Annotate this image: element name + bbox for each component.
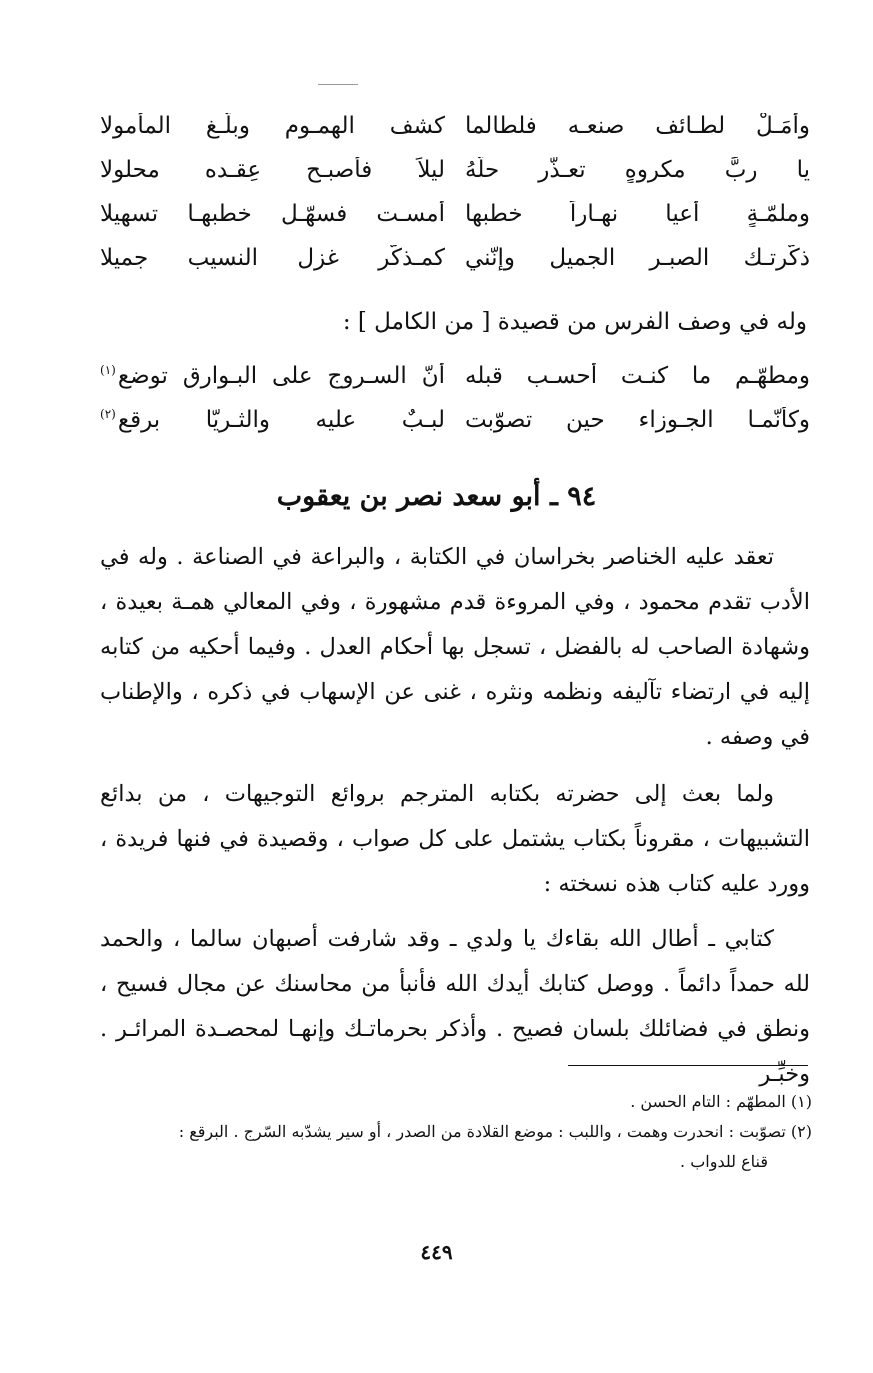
- top-rule: [318, 84, 358, 85]
- first-hemistich: ومطهّـم ما كنـت أحسـب قبله: [465, 363, 810, 389]
- second-hemistich: كمـذكّرٍ غزل النسيب جميلا: [100, 245, 445, 271]
- footnote-marker: (١): [100, 363, 116, 378]
- footnote-2: (٢) تصوّبت : انحدرت وهمت ، واللبب : موضع القلادة من الصدر ، أو سير يشدّبه السّرج . البرقع :: [178, 1122, 812, 1141]
- first-hemistich: يا ربَّ مكروهٍ تعـذّر حلُّهُ: [465, 157, 810, 183]
- paragraph-text: ولما بعث إلى حضرته بكتابه المترجم بروائع التوجيهات ، من بدائع التشبيهات ، مقروناً بكتاب يشتمل على كل صواب ، وقصيدة في فنها فريدة ، وورد عليه كتاب هذه نسخته :: [100, 781, 810, 897]
- body-paragraph: [100, 535, 810, 760]
- body-paragraph: [100, 917, 810, 1097]
- first-hemistich: وكأنّمـا الجـوزاء حين تصوّبت: [465, 407, 810, 433]
- poem-block-1: [100, 104, 810, 280]
- body-paragraph: [100, 772, 810, 907]
- second-hemistich: [100, 407, 445, 433]
- second-hemistich: ليلاً فأصبـح عِقـده محلولا: [100, 157, 445, 183]
- second-hemistich: [100, 363, 445, 389]
- first-hemistich: وأمَـلْ لطـائف صنعـه فلطالما: [465, 113, 810, 139]
- hemistich-text: أنّ السـروج على البـوارق توضع: [117, 363, 445, 389]
- paragraph-text: كتابي ـ أطال الله بقاءك يا ولدي ـ وقد شارفت أصبهان سالما ، والحمد لله حمداً دائماً . ووصل كتابك أيدك الله فأنبأ من محاسنك عن مجال فسيح ، ونطق في فضائلك بلسان فصيح . وأذكر بحرماتـك وإنهـا لمحصـدة المرائـر . وخبِّـر: [100, 926, 810, 1087]
- second-hemistich: أمسـت فسهّـل خطبهـا تسهيلا: [100, 201, 445, 227]
- verse-line: [100, 236, 810, 280]
- footnote-separator: [568, 1065, 808, 1066]
- poem-intro: وله في وصف الفرس من قصيدة [ من الكامل ] :: [342, 309, 807, 335]
- poem-block-2: [100, 354, 810, 442]
- footnote-2-continuation: قناع للدواب .: [680, 1152, 768, 1171]
- verse-line: [100, 104, 810, 148]
- footnote-1: (١) المطهّم : التام الحسن .: [630, 1092, 812, 1111]
- verse-line: [100, 192, 810, 236]
- footnotes: [90, 1088, 812, 1176]
- hemistich-text: لبـبٌ عليه والثـريّا برقع: [117, 407, 445, 433]
- verse-line: [100, 398, 810, 442]
- second-hemistich: كشف الهمـوم وبلّـغ المأمولا: [100, 113, 445, 139]
- first-hemistich: ذكّرتـك الصبـر الجميل وإنّني: [465, 245, 810, 271]
- first-hemistich: وملمّـةٍ أعيا نهـاراً خطبها: [465, 201, 810, 227]
- section-heading: ٩٤ ـ أبو سعد نصر بن يعقوب: [276, 481, 597, 512]
- verse-line: [100, 148, 810, 192]
- footnote-marker: (٢): [100, 407, 116, 422]
- paragraph-text: تعقد عليه الخناصر بخراسان في الكتابة ، والبراعة في الصناعة . وله في الأدب تقدم محمود ، وفي المروءة قدم مشهورة ، وفي المعالي همـة بعيدة ، وشهادة الصاحب له بالفضل ، تسجل بها أحكام العدل . وفيما أحكيه من كتابه إليه في ارتضاء تآليفه ونظمه ونثره ، غنى عن الإسهاب في ذكره ، والإطناب في وصفه .: [100, 544, 810, 750]
- verse-line: [100, 354, 810, 398]
- page-number: ٤٤٩: [420, 1240, 453, 1264]
